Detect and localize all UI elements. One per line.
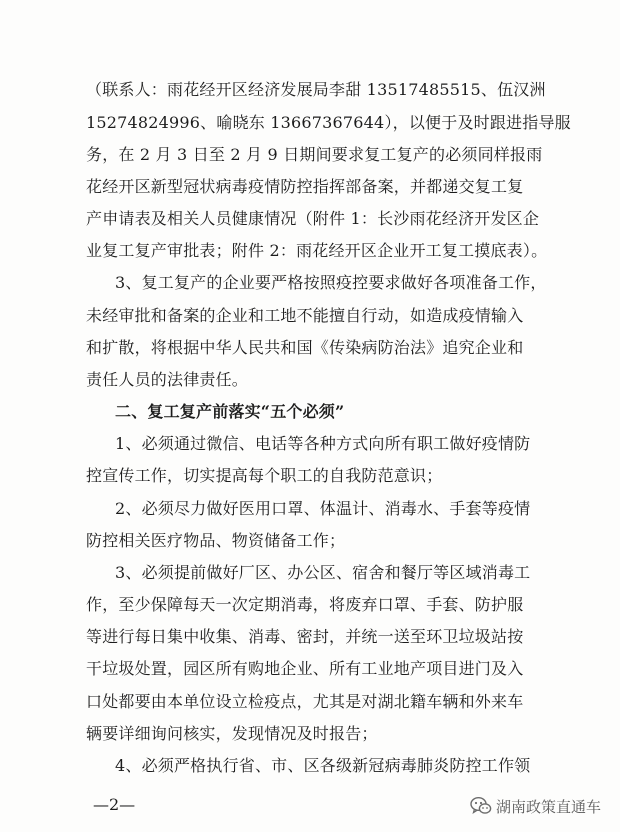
text-line: 务，在 2 月 3 日至 2 月 9 日期间要求复工复产的必须同样报雨 — [86, 145, 543, 164]
text-line: 等进行每日集中收集、消毒、密封，并统一送至环卫垃圾站按 — [86, 627, 524, 646]
text-line: 作，至少保障每天一次定期消毒，将废弃口罩、手套、防护服 — [86, 595, 524, 614]
text-line: 防控相关医疗物品、物资储备工作； — [86, 531, 346, 550]
text-line: （联系人：雨花经开区经济发展局李甜 13517485515、伍汉洲 — [86, 80, 546, 99]
wechat-icon — [470, 796, 492, 816]
text-line: 4、必须严格执行省、市、区各级新冠病毒肺炎防控工作领 — [115, 756, 531, 775]
text-line: 和扩散，将根据中华人民共和国《传染病防治法》追究企业和 — [86, 338, 524, 357]
text-line: 花经开区新型冠状病毒疫情防控指挥部备案，并都递交复工复 — [86, 177, 524, 196]
text-line: 2、必须尽力做好医用口罩、体温计、消毒水、手套等疫情 — [115, 499, 531, 518]
text-line: 1、必须通过微信、电话等各种方式向所有职工做好疫情防 — [115, 434, 531, 453]
text-line: 业复工复产审批表；附件 2：雨花经开区企业开工复工摸底表）。 — [86, 241, 548, 260]
text-line: 15274824996、喻晓东 13667367644），以便于及时跟进指导服 — [86, 113, 571, 132]
text-line: 辆要详细询问核实，发现情况及时报告； — [86, 724, 378, 743]
text-line: 干垃圾处置，园区所有购地企业、所有工业地产项目进门及入 — [86, 659, 524, 678]
text-line: 3、必须提前做好厂区、办公区、宿舍和餐厅等区域消毒工 — [115, 563, 531, 582]
watermark-text: 湖南政策直通车 — [496, 797, 602, 816]
text-line: 控宣传工作，切实提高每个职工的自我防范意识； — [86, 466, 443, 485]
section-heading: 二、复工复产前落实“五个必须” — [115, 402, 345, 421]
page-number: —2— — [93, 795, 136, 814]
text-line: 口处都要由本单位设立检疫点，尤其是对湖北籍车辆和外来车 — [86, 692, 524, 711]
text-line: 3、复工复产的企业要严格按照疫控要求做好各项准备工作， — [115, 273, 547, 292]
wechat-watermark — [470, 794, 601, 818]
text-line: 未经审批和备案的企业和工地不能擅自行动，如造成疫情输入 — [86, 306, 524, 325]
text-line: 产申请表及相关人员健康情况（附件 1：长沙雨花经济开发区企 — [86, 209, 540, 228]
text-line: 责任人员的法律责任。 — [86, 370, 249, 389]
